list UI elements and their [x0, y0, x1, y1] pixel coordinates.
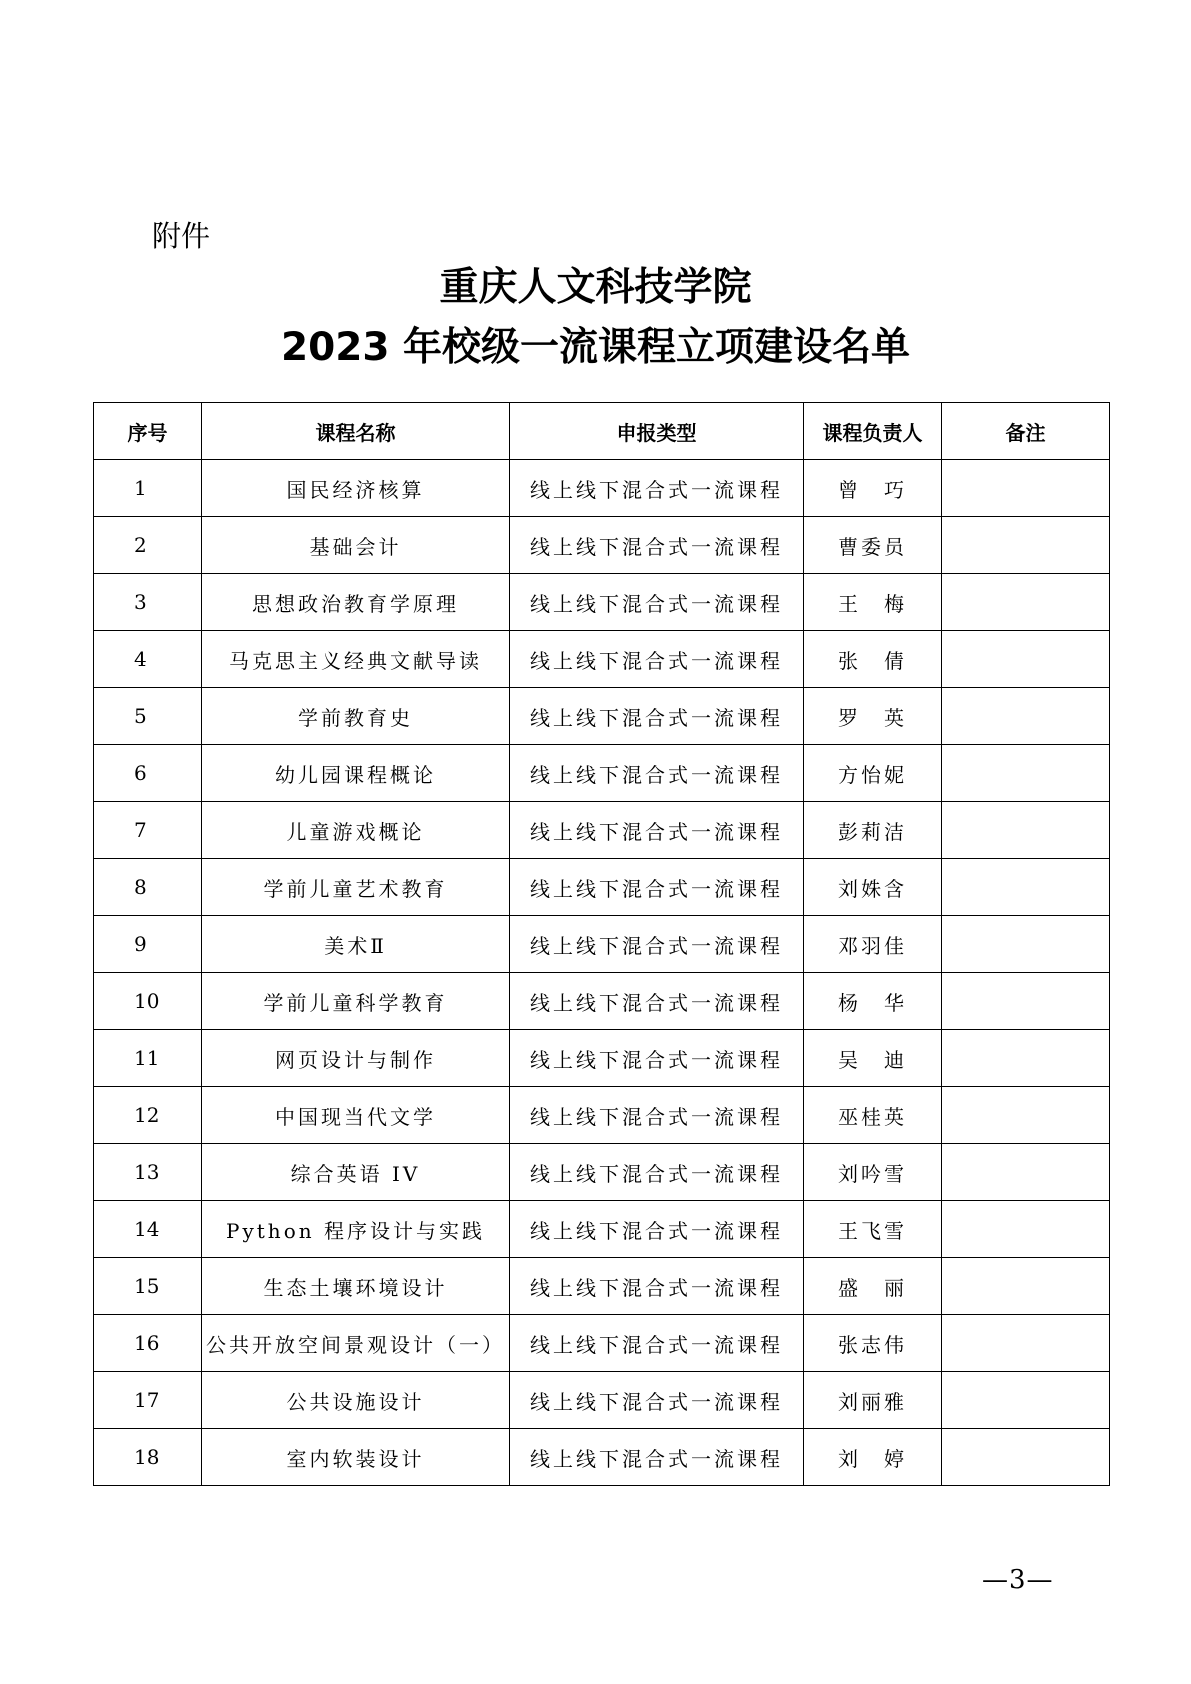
course-type-cell: 线上线下混合式一流课程 [510, 1429, 804, 1486]
seq-cell: 11 [94, 1030, 202, 1087]
course-type-cell: 线上线下混合式一流课程 [510, 517, 804, 574]
table-row [94, 631, 1110, 688]
table-row [94, 1030, 1110, 1087]
note-cell [942, 574, 1110, 631]
course-type-cell: 线上线下混合式一流课程 [510, 460, 804, 517]
course-lead-cell: 巫桂英 [804, 1087, 942, 1144]
table-row [94, 460, 1110, 517]
note-cell [942, 859, 1110, 916]
seq-cell: 16 [94, 1315, 202, 1372]
table-row [94, 1258, 1110, 1315]
table-row [94, 1315, 1110, 1372]
note-cell [942, 802, 1110, 859]
course-lead-cell: 张 倩 [804, 631, 942, 688]
note-cell [942, 631, 1110, 688]
course-type-cell: 线上线下混合式一流课程 [510, 745, 804, 802]
table-row [94, 1144, 1110, 1201]
seq-cell: 9 [94, 916, 202, 973]
course-name-cell: 综合英语 IV [202, 1144, 510, 1201]
col-type-header: 申报类型 [510, 403, 804, 460]
course-name-cell: 网页设计与制作 [202, 1030, 510, 1087]
table-row [94, 1087, 1110, 1144]
course-lead-cell: 王飞雪 [804, 1201, 942, 1258]
col-note-header: 备注 [942, 403, 1110, 460]
table-row [94, 688, 1110, 745]
course-lead-cell: 曹委员 [804, 517, 942, 574]
course-lead-cell: 曾 巧 [804, 460, 942, 517]
course-name-cell: 生态土壤环境设计 [202, 1258, 510, 1315]
course-lead-cell: 罗 英 [804, 688, 942, 745]
note-cell [942, 1144, 1110, 1201]
course-type-cell: 线上线下混合式一流课程 [510, 859, 804, 916]
note-cell [942, 1429, 1110, 1486]
table-row [94, 745, 1110, 802]
note-cell [942, 1201, 1110, 1258]
table-row [94, 1429, 1110, 1486]
note-cell [942, 1315, 1110, 1372]
note-cell [942, 1087, 1110, 1144]
course-name-cell: 儿童游戏概论 [202, 802, 510, 859]
course-type-cell: 线上线下混合式一流课程 [510, 1315, 804, 1372]
seq-cell: 17 [94, 1372, 202, 1429]
course-type-cell: 线上线下混合式一流课程 [510, 631, 804, 688]
note-cell [942, 745, 1110, 802]
course-name-cell: 学前教育史 [202, 688, 510, 745]
course-type-cell: 线上线下混合式一流课程 [510, 802, 804, 859]
seq-cell: 12 [94, 1087, 202, 1144]
table-row [94, 973, 1110, 1030]
seq-cell: 5 [94, 688, 202, 745]
document-subtitle: 2023 年校级一流课程立项建设名单 [280, 325, 911, 370]
course-lead-cell: 刘姝含 [804, 859, 942, 916]
table-body [94, 460, 1110, 1486]
page-number: —3— [982, 1565, 1054, 1595]
note-cell [942, 973, 1110, 1030]
course-name-cell: 幼儿园课程概论 [202, 745, 510, 802]
course-type-cell: 线上线下混合式一流课程 [510, 1087, 804, 1144]
course-type-cell: 线上线下混合式一流课程 [510, 1258, 804, 1315]
course-name-cell: 基础会计 [202, 517, 510, 574]
table-row [94, 517, 1110, 574]
seq-cell: 6 [94, 745, 202, 802]
course-lead-cell: 王 梅 [804, 574, 942, 631]
col-seq-header: 序号 [94, 403, 202, 460]
col-lead-header: 课程负责人 [804, 403, 942, 460]
course-name-cell: 中国现当代文学 [202, 1087, 510, 1144]
seq-cell: 14 [94, 1201, 202, 1258]
course-name-cell: Python 程序设计与实践 [202, 1201, 510, 1258]
course-type-cell: 线上线下混合式一流课程 [510, 688, 804, 745]
course-type-cell: 线上线下混合式一流课程 [510, 916, 804, 973]
course-lead-cell: 方怡妮 [804, 745, 942, 802]
seq-cell: 13 [94, 1144, 202, 1201]
course-name-cell: 马克思主义经典文献导读 [202, 631, 510, 688]
seq-cell: 2 [94, 517, 202, 574]
course-list-table [93, 402, 1110, 1486]
course-type-cell: 线上线下混合式一流课程 [510, 1144, 804, 1201]
course-lead-cell: 刘吟雪 [804, 1144, 942, 1201]
course-name-cell: 公共设施设计 [202, 1372, 510, 1429]
seq-cell: 7 [94, 802, 202, 859]
note-cell [942, 916, 1110, 973]
seq-cell: 4 [94, 631, 202, 688]
note-cell [942, 517, 1110, 574]
col-course-header: 课程名称 [202, 403, 510, 460]
seq-cell: 10 [94, 973, 202, 1030]
course-type-cell: 线上线下混合式一流课程 [510, 574, 804, 631]
course-name-cell: 美术Ⅱ [202, 916, 510, 973]
course-type-cell: 线上线下混合式一流课程 [510, 973, 804, 1030]
seq-cell: 8 [94, 859, 202, 916]
note-cell [942, 1030, 1110, 1087]
table-row [94, 1201, 1110, 1258]
course-name-cell: 室内软装设计 [202, 1429, 510, 1486]
course-lead-cell: 吴 迪 [804, 1030, 942, 1087]
course-lead-cell: 彭莉洁 [804, 802, 942, 859]
table-row [94, 916, 1110, 973]
seq-cell: 18 [94, 1429, 202, 1486]
course-lead-cell: 刘 婷 [804, 1429, 942, 1486]
table-header-row [94, 403, 1110, 460]
course-lead-cell: 盛 丽 [804, 1258, 942, 1315]
course-type-cell: 线上线下混合式一流课程 [510, 1201, 804, 1258]
seq-cell: 3 [94, 574, 202, 631]
table-row [94, 574, 1110, 631]
note-cell [942, 688, 1110, 745]
note-cell [942, 460, 1110, 517]
table-row [94, 1372, 1110, 1429]
table-row [94, 802, 1110, 859]
course-lead-cell: 张志伟 [804, 1315, 942, 1372]
course-lead-cell: 杨 华 [804, 973, 942, 1030]
course-type-cell: 线上线下混合式一流课程 [510, 1030, 804, 1087]
seq-cell: 1 [94, 460, 202, 517]
course-lead-cell: 邓羽佳 [804, 916, 942, 973]
course-name-cell: 学前儿童科学教育 [202, 973, 510, 1030]
note-cell [942, 1372, 1110, 1429]
attachment-label: 附件 [152, 219, 211, 253]
course-name-cell: 国民经济核算 [202, 460, 510, 517]
document-title: 重庆人文科技学院 [439, 265, 752, 310]
seq-cell: 15 [94, 1258, 202, 1315]
note-cell [942, 1258, 1110, 1315]
course-name-cell: 思想政治教育学原理 [202, 574, 510, 631]
course-type-cell: 线上线下混合式一流课程 [510, 1372, 804, 1429]
course-lead-cell: 刘丽雅 [804, 1372, 942, 1429]
course-name-cell: 学前儿童艺术教育 [202, 859, 510, 916]
table-row [94, 859, 1110, 916]
course-name-cell: 公共开放空间景观设计（一） [202, 1315, 510, 1372]
